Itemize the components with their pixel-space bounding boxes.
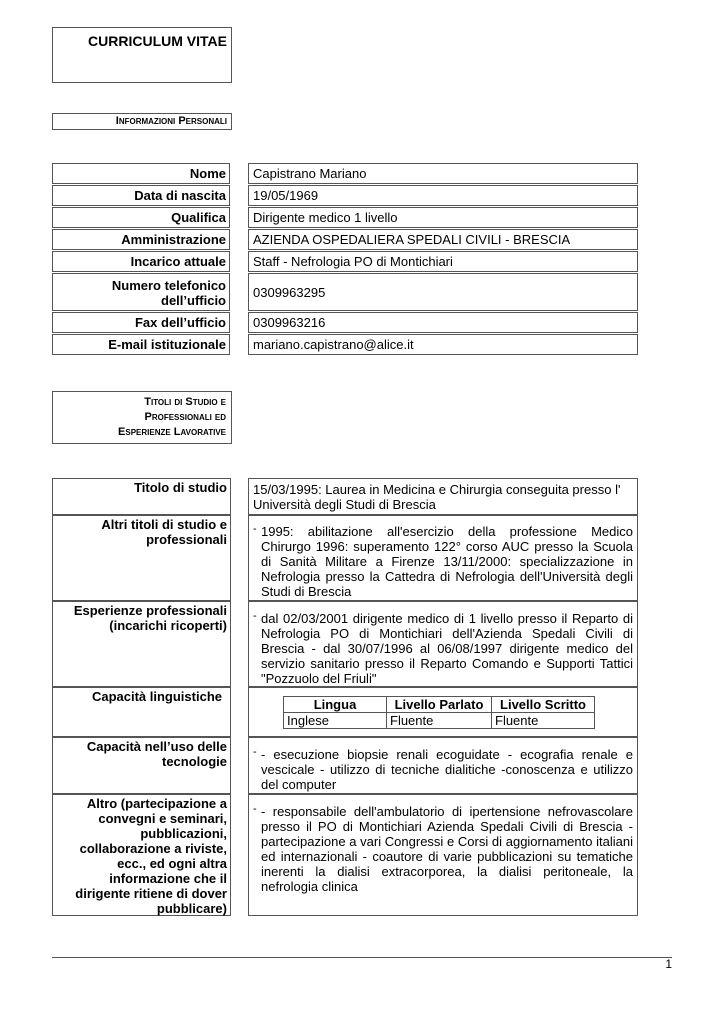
label-email: E-mail istituzionale: [52, 334, 230, 355]
bullet-dash: -: [253, 523, 257, 535]
document-title: CURRICULUM VITAE: [88, 33, 227, 49]
label-line: Esperienze professionali: [73, 603, 227, 618]
header-livello-scritto: Livello Scritto: [492, 697, 595, 713]
bullet-dash: -: [253, 610, 257, 622]
label-fax: Fax dell’ufficio: [52, 312, 230, 333]
label-qualifica: Qualifica: [52, 207, 230, 228]
value-telefono: 0309963295: [248, 273, 638, 311]
label-line: Altri titoli di studio e: [101, 517, 227, 532]
header-lingua: Lingua: [284, 697, 387, 713]
value-data-nascita: 19/05/1969: [248, 185, 638, 206]
cell-livello-parlato: Fluente: [387, 713, 492, 729]
label-line: dirigente ritiene di dover: [75, 886, 227, 901]
section-title-titles: [53, 395, 226, 440]
value-fax: 0309963216: [248, 312, 638, 333]
label-line: professionali: [146, 532, 227, 547]
label-altro: [52, 794, 231, 916]
value-altro: [248, 794, 638, 916]
header-livello-parlato: Livello Parlato: [387, 697, 492, 713]
cell-livello-scritto: Fluente: [492, 713, 595, 729]
label-data-nascita: Data di nascita: [52, 185, 230, 206]
label-telefono-line2: dell’ufficio: [161, 293, 226, 308]
esperienze-text: dal 02/03/2001 dirigente medico di 1 livello presso il Reparto di Nefrologia PO di Montichiari dell'Azienda Spedali Civili di Brescia - dal 30/07/1996 al 06/08/1997 dirigente medico del servizio sanitario presso il Reparto Comando e Supporti Tattici "Pozzuolo del Friuli": [261, 611, 633, 686]
label-line: ecc., ed ogni altra: [117, 856, 227, 871]
label-nome: Nome: [52, 163, 230, 184]
label-amministrazione: Amministrazione: [52, 229, 230, 250]
section-header-titles: [52, 391, 232, 444]
cell-lingua: Inglese: [284, 713, 387, 729]
label-esperienze: [52, 601, 231, 687]
label-tecnologie: [52, 737, 231, 794]
table-row: [284, 713, 595, 729]
label-lingue: Capacità linguistiche: [52, 687, 231, 737]
bullet-dash: -: [253, 803, 257, 815]
language-table: [283, 696, 595, 729]
altri-titoli-text: 1995: abilitazione all'esercizio della professione Medico Chirurgo 1996: superamento 122° corso AUC presso la Scuola di Sanità Militare a Firenze 13/11/2000: specializzazione in Nefrologia presso la Cattedra di Nefrologia dell'Università degli Studi di Brescia: [261, 524, 633, 599]
value-nome: Capistrano Mariano: [248, 163, 638, 184]
value-esperienze: [248, 601, 638, 687]
value-incarico: Staff - Nefrologia PO di Montichiari: [248, 251, 638, 272]
value-altri-titoli: [248, 515, 638, 601]
label-telefono-line1: Numero telefonico: [111, 278, 226, 293]
label-titolo-studio: Titolo di studio: [52, 478, 231, 515]
label-incarico: Incarico attuale: [52, 251, 230, 272]
value-qualifica: Dirigente medico 1 livello: [248, 207, 638, 228]
value-amministrazione: AZIENDA OSPEDALIERA SPEDALI CIVILI - BRESCIA: [248, 229, 638, 250]
value-email: mariano.capistrano@alice.it: [248, 334, 638, 355]
label-line: pubblicazioni,: [140, 826, 227, 841]
label-line: Altro (partecipazione a: [86, 796, 227, 811]
label-line: informazione che il: [109, 871, 227, 886]
value-titolo-studio: 15/03/1995: Laurea in Medicina e Chirurgia conseguita presso l' Università degli Studi di Brescia: [248, 478, 638, 515]
section-title-line: Esperienze Lavorative: [118, 426, 226, 438]
title-box: [52, 27, 232, 83]
section-title-personal: Informazioni Personali: [115, 115, 227, 127]
value-tecnologie: [248, 737, 638, 794]
bullet-dash: -: [253, 746, 257, 758]
label-line: collaborazione a riviste,: [79, 841, 227, 856]
footer-divider: [52, 957, 672, 958]
page-number: 1: [665, 957, 672, 971]
label-line: tecnologie: [161, 754, 227, 769]
label-line: convegni e seminari,: [98, 811, 227, 826]
tecnologie-text: - esecuzione biopsie renali ecoguidate - ecografia renale e vescicale - utilizzo di tecniche dialitiche -conoscenza e utilizzo del computer: [261, 747, 633, 792]
label-altri-titoli: [52, 515, 231, 601]
section-title-line: Professionali ed: [144, 411, 226, 423]
section-header-personal: [52, 113, 232, 130]
label-telefono: [52, 273, 230, 311]
language-table-header: [284, 697, 595, 713]
label-line: Capacità nell’uso delle: [86, 739, 227, 754]
label-line: pubblicare): [156, 901, 227, 916]
altro-text: - responsabile dell'ambulatorio di ipertensione nefrovascolare presso il PO di Montichiari Azienda Spedali Civili di Brescia - partecipazione a vari Congressi e Corsi di aggiornamento italiani ed internazionali - coautore di varie pubblicazioni su tematiche inerenti la dialisi extracorporea, la dialisi peritoneale, la nefrologia clinica: [261, 804, 633, 894]
section-title-line: Titoli di Studio e: [144, 396, 226, 408]
label-line: (incarichi ricoperti): [109, 618, 227, 633]
